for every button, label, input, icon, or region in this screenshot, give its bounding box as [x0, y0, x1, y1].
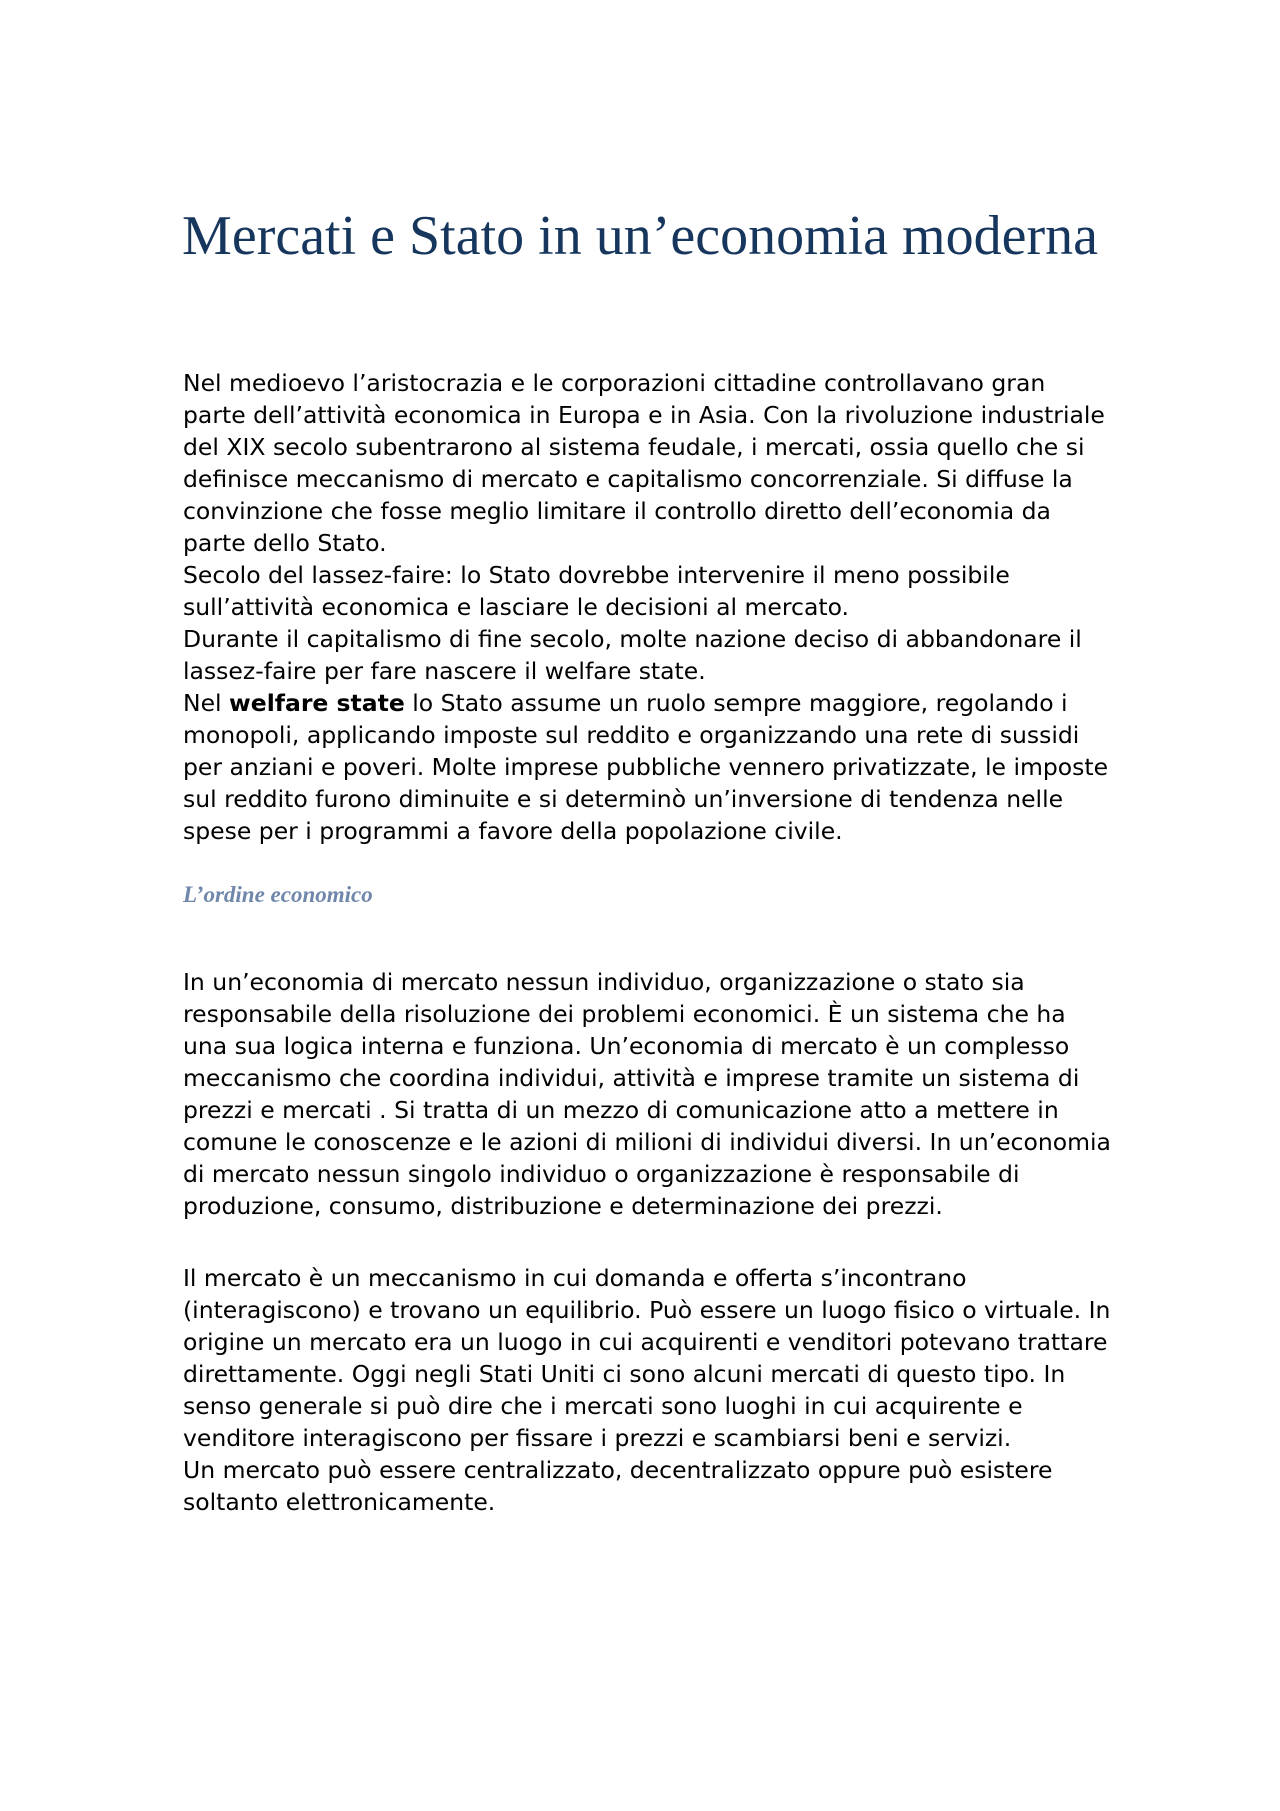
- intro-section: [183, 367, 1113, 847]
- market-paragraph-1: Il mercato è un meccanismo in cui domanda e offerta s’incontrano (interagiscono) e trovano un equilibrio. Può essere un luogo fisico o virtuale. In origine un mercato era un luogo in cui acquirenti e venditori potevano trattare direttamente. Oggi negli Stati Uniti ci sono alcuni mercati di questo tipo. In senso generale si può dire che i mercati sono luoghi in cui acquirente e venditore interagiscono per fissare i prezzi e scambiarsi beni e servizi.: [183, 1264, 1111, 1452]
- economic-order-paragraph: In un’economia di mercato nessun individuo, organizzazione o stato sia responsabile della risoluzione dei problemi economici. È un sistema che ha una sua logica interna e funziona. Un’economia di mercato è un complesso meccanismo che coordina individui, attività e imprese tramite un sistema di prezzi e mercati . Si tratta di un mezzo di comunicazione atto a mettere in comune le conoscenze e le azioni di milioni di individui diversi. In un’economia di mercato nessun singolo individuo o organizzazione è responsabile di produzione, consumo, distribuzione e determinazione dei prezzi.: [183, 967, 1111, 1220]
- intro-paragraph-3: Durante il capitalismo di fine secolo, molte nazione deciso di abbandonare il lassez-faire per fare nascere il welfare state.: [183, 625, 1082, 685]
- market-section: [183, 1262, 1113, 1518]
- welfare-body-text: lo Stato assume un ruolo sempre maggiore, regolando i monopoli, applicando imposte sul reddito e organizzando una rete di sussidi per anziani e poveri. Molte imprese pubbliche vennero privatizzate, le imposte sul reddito furono diminuite e si determinò un’inversione di tendenza nelle spese per i programmi a favore della popolazione civile.: [183, 689, 1109, 845]
- welfare-state-bold: welfare state: [229, 689, 405, 717]
- page-title: Mercati e Stato in un’economia moderna: [182, 205, 1098, 267]
- intro-paragraph-2: Secolo del lassez-faire: lo Stato dovrebbe intervenire il meno possibile sull’attività economica e lasciare le decisioni al mercato.: [183, 561, 1010, 621]
- intro-paragraph-1: Nel medioevo l’aristocrazia e le corporazioni cittadine controllavano gran parte dell’attività economica in Europa e in Asia. Con la rivoluzione industriale del XIX secolo subentrarono al sistema feudale, i mercati, ossia quello che si definisce meccanismo di mercato e capitalismo concorrenziale. Si diffuse la convinzione che fosse meglio limitare il controllo diretto dell’economia da parte dello Stato.: [183, 369, 1105, 557]
- section-heading-ordine-economico: L’ordine economico: [183, 882, 373, 907]
- intro-paragraph-4: [183, 687, 1113, 847]
- welfare-lead-text: Nel: [183, 689, 230, 717]
- economic-order-section: [183, 942, 1113, 1245]
- market-paragraph-2: Un mercato può essere centralizzato, decentralizzato oppure può esistere soltanto elettronicamente.: [183, 1456, 1053, 1516]
